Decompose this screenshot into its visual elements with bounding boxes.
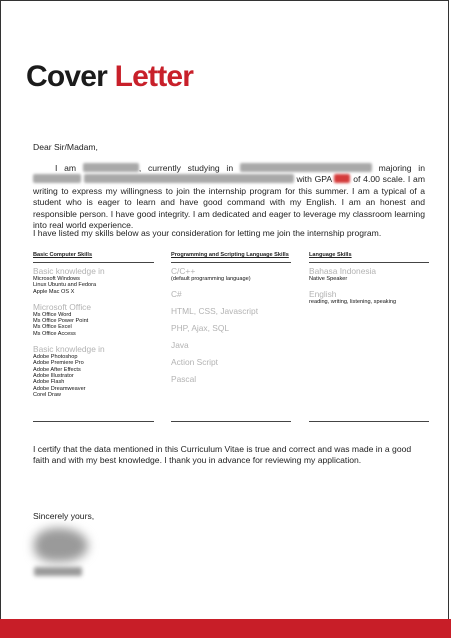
column-heading: Programming and Scripting Language Skills [171,252,289,258]
redacted-gpa [334,174,350,183]
redacted-signature-name [34,567,82,576]
closing: Sincerely yours, [33,511,95,521]
intro-text-4: with GPA [293,174,335,185]
group-title: C# [171,289,182,300]
skill-item: reading, writing, listening, speaking [309,299,397,306]
group-title: Pascal [171,374,197,385]
redacted-name [83,163,139,172]
column-bottom-rule [33,421,154,422]
column-bottom-rule [171,421,291,422]
column-heading: Basic Computer Skills [33,252,93,258]
redacted-university [240,163,372,172]
skill-item: Microsoft Windows [33,276,80,282]
intro-text-1: I am [55,163,83,173]
intro-text-2: , currently studying in [138,163,240,173]
skill-item: Ms Office Excel [33,324,72,331]
title-word-letter: Letter [114,60,194,93]
skill-item: Ms Office Word [33,311,72,318]
group-title: Basic knowledge in [33,344,105,355]
skill-item: Adobe After Effects [33,366,81,373]
group-title: PHP, Ajax, SQL [171,323,230,334]
column-rule [309,262,429,263]
skills-intro: I have listed my skills below as your consideration for letting me join the internship program. [33,228,382,238]
group-title: Basic knowledge in [33,266,105,276]
title-word-cover: Cover [26,60,108,93]
skill-item: Adobe Flash [33,379,65,386]
group-title: HTML, CSS, Javascript [171,306,259,317]
column-bottom-rule [309,421,429,422]
column-programming-skills [171,252,291,384]
group-title: Bahasa Indonesia [309,266,377,276]
skill-item: Adobe Dreamweaver [33,385,86,392]
intro-text-5: of 4.00 scale. I am writing to express my willingness to join the internship program for this summer. I am a typical of a student who is eager to learn and have good command with my English. I am an honest and responsible person. I have good integrity. I am dedicated and eager to leverage my classroom learning into real world experience. [33,174,425,231]
skill-item: Adobe Premiere Pro [33,360,84,367]
group-title: Microsoft Office [33,301,92,312]
column-heading: Language Skills [309,252,352,258]
footer-bar [0,619,451,638]
group-title: Action Script [171,357,219,368]
skill-item: Ms Office Power Point [33,318,89,325]
skill-item: (default programming language) [171,276,251,282]
skill-item: Linux Ubuntu and Fedora [33,282,97,289]
signature-image [34,528,88,562]
group-title: Java [171,340,189,351]
salutation: Dear Sir/Madam, [33,142,98,152]
page-title [26,62,193,92]
group-title: English [309,289,337,300]
intro-text-3: majoring in [371,163,425,173]
intro-paragraph [33,163,425,231]
skill-item: Corel Draw [33,391,61,398]
skill-item: Apple Mac OS X [33,288,75,295]
column-language-skills [309,252,429,306]
skill-item: Ms Office Access [33,330,76,337]
skill-item: Adobe Photoshop [33,354,78,361]
skill-item: Adobe Illustrator [33,372,74,379]
skill-item: Native Speaker [309,276,348,282]
column-rule [171,262,291,263]
column-rule [33,262,154,263]
certification-paragraph: I certify that the data mentioned in this Curriculum Vitae is true and correct and was made in a good faith and with my best knowledge. I thank you in advance for reviewing my application. [33,444,412,466]
redacted-major-2 [84,174,294,183]
column-basic-computer-skills [33,252,154,398]
redacted-major-1 [33,174,81,183]
group-title: C/C++ [171,266,196,276]
